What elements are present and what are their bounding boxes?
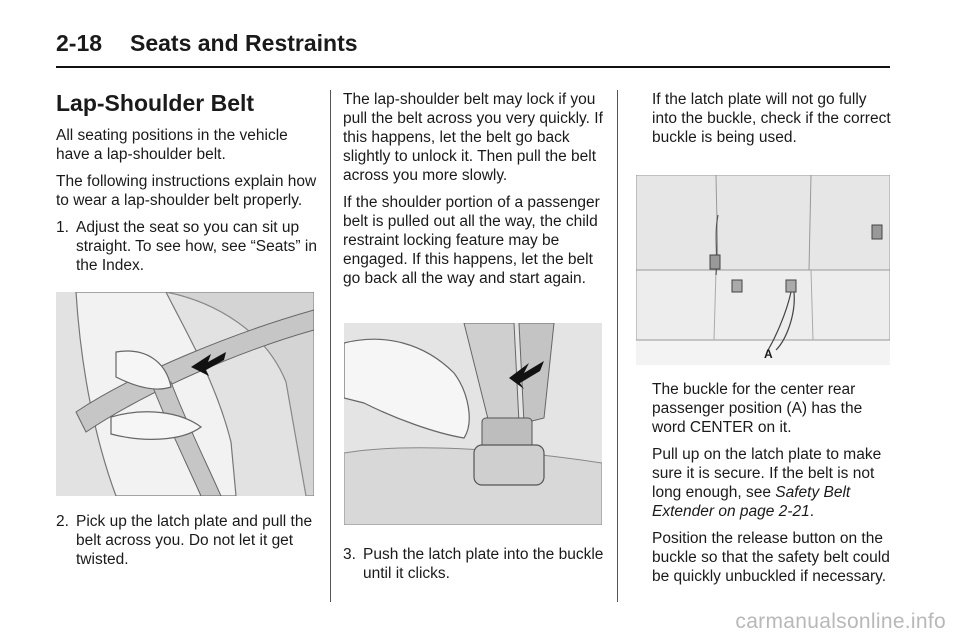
paragraph: Position the release button on the buckle so that the safety belt could be quickly unbuckled if necessary. xyxy=(652,530,890,585)
paragraph: The following instructions explain how to wear a lap-shoulder belt properly. xyxy=(56,173,317,209)
figure-buckle xyxy=(344,323,602,525)
column-2 xyxy=(343,90,607,296)
paragraph: If the latch plate will not go fully into the buckle, check if the correct buckle is being used. xyxy=(652,91,891,146)
column-divider-1 xyxy=(330,90,331,602)
paragraph: The lap-shoulder belt may lock if you pull the belt across you very quickly. If this happens, let the belt go back slightly to unlock it. Then pull the belt across you more slowly. xyxy=(343,91,603,184)
figure-lap-belt xyxy=(56,292,314,496)
column-divider-2 xyxy=(617,90,618,602)
column-3 xyxy=(652,90,892,155)
step-text: Pick up the latch plate and pull the belt across you. Do not let it get twisted. xyxy=(76,513,313,568)
figure-label-a: A xyxy=(764,347,773,361)
step-text: Adjust the seat so you can sit up straight. To see how, see “Seats” in the Index. xyxy=(76,219,317,274)
paragraph-with-reference xyxy=(652,445,892,521)
figure-rear-seat xyxy=(636,175,890,365)
step-number: 1. xyxy=(56,219,69,236)
watermark: carmanualsonline.info xyxy=(735,610,946,633)
column-3-bottom xyxy=(652,380,892,594)
step-number: 2. xyxy=(56,513,69,530)
column-1 xyxy=(56,90,320,283)
page-heading: Lap-Shoulder Belt xyxy=(56,90,255,116)
step-3 xyxy=(343,545,607,583)
cross-reference-link[interactable]: Safety Belt Extender on page 2-21 xyxy=(652,484,851,520)
paragraph-text: Pull up on the latch plate to make sure it is secure. If the belt is not long enough, see xyxy=(652,446,882,501)
page-header xyxy=(56,30,890,68)
paragraph: The buckle for the center rear passenger position (A) has the word CENTER on it. xyxy=(652,381,863,436)
paragraph: All seating positions in the vehicle have a lap-shoulder belt. xyxy=(56,127,288,163)
step-1 xyxy=(56,218,320,275)
page-number: 2-18 xyxy=(56,30,103,56)
paragraph: If the shoulder portion of a passenger belt is pulled out all the way, the child restraint locking feature may be engaged. If this happens, let the belt go back all the way and start again. xyxy=(343,194,600,287)
section-title: Seats and Restraints xyxy=(130,30,358,56)
step-number: 3. xyxy=(343,546,356,563)
paragraph-text: . xyxy=(809,503,815,520)
column-2-bottom xyxy=(343,545,607,591)
step-2 xyxy=(56,512,320,569)
column-1-bottom xyxy=(56,512,320,577)
step-text: Push the latch plate into the buckle until it clicks. xyxy=(363,546,604,582)
